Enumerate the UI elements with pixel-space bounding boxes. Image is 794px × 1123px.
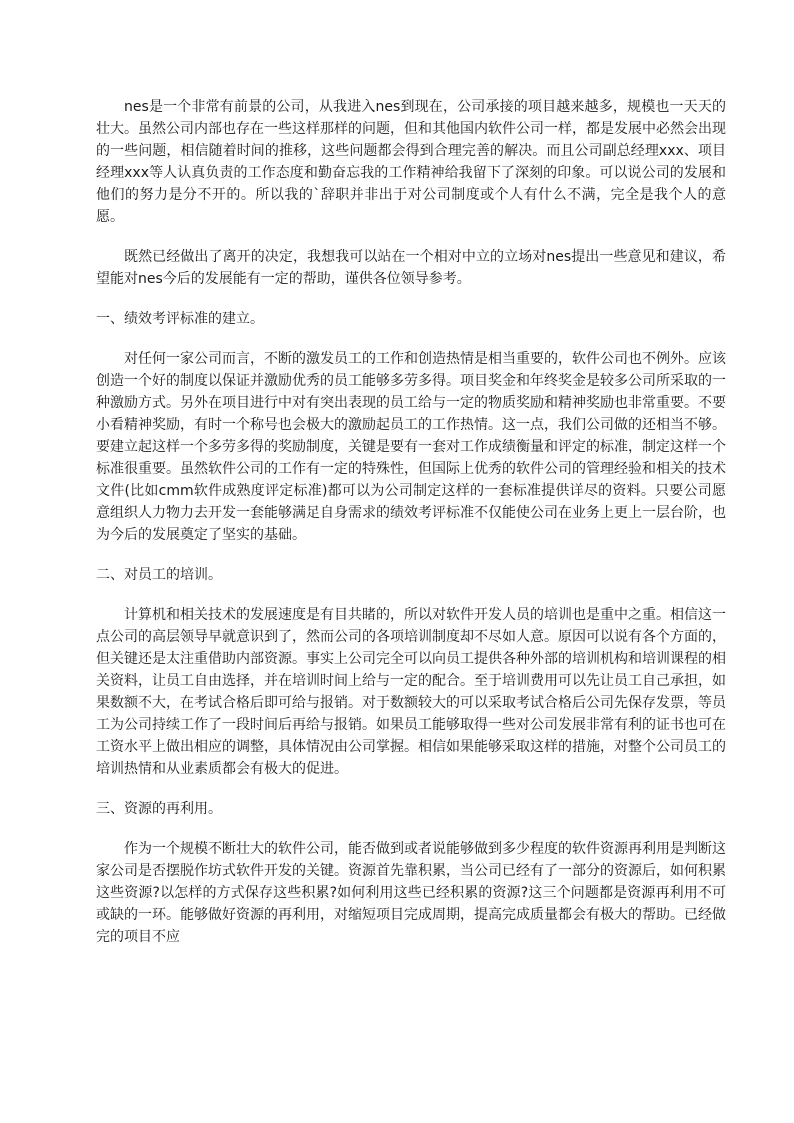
- paragraph-gap: [96, 228, 726, 246]
- paragraph-suggestions: 既然已经做出了离开的决定，我想我可以站在一个相对中立的立场对nes提出一些意见和建议，希望能对nes今后的发展能有一定的帮助，谨供各位领导参考。: [96, 249, 726, 287]
- paragraph-gap: [96, 290, 726, 308]
- paragraph-gap: [96, 820, 726, 838]
- section-heading-training: 二、对员工的培训。: [96, 567, 222, 583]
- paragraph-intro: nes是一个非常有前景的公司，从我进入nes到现在，公司承接的项目越来越多，规模也一天天的壮大。虽然公司内部也存在一些这样那样的问题，但和其他国内软件公司一样，都是发展中必然会出现的一些问题，相信随着时间的推移，这些问题都会得到合理完善的解决。而且公司副总经理xxx、项目经理xxx等人认真负责的工作态度和勤奋忘我的工作精神给我留下了深刻的印象。可以说公司的发展和他们的努力是分不开的。所以我的`辞职并非出于对公司制度或个人有什么不满，完全是我个人的意愿。: [96, 99, 726, 225]
- paragraph-performance: 对任何一家公司而言，不断的激发员工的工作和创造热情是相当重要的，软件公司也不例外。应该创造一个好的制度以保证并激励优秀的员工能够多劳多得。项目奖金和年终奖金是较多公司所采取的一种激励方式。另外在项目进行中对有突出表现的员工给与一定的物质奖励和精神奖励也非常重要。不要小看精神奖励，有时一个称号也会极大的激励起员工的工作热情。这一点，我们公司做的还相当不够。要建立起这样一个多劳多得的奖励制度，关键是要有一套对工作成绩衡量和评定的标准，制定这样一个标准很重要。虽然软件公司的工作有一定的特殊性，但国际上优秀的软件公司的管理经验和相关的技术文件(比如cmm软件成熟度评定标准)都可以为公司制定这样的一套标准提供详尽的资料。只要公司愿意组织人力物力去开发一套能够满足自身需求的绩效考评标准不仅能使公司在业务上更上一层台阶，也为今后的发展奠定了坚实的基础。: [96, 351, 726, 543]
- paragraph-resources: 作为一个规模不断壮大的软件公司，能否做到或者说能够做到多少程度的软件资源再利用是判断这家公司是否摆脱作坊式软件开发的关键。资源首先靠积累，当公司已经有了一部分的资源后，如何积累这些资源?以怎样的方式保存这些积累?如何利用这些已经积累的资源?这三个问题都是资源再利用不可或缺的一环。能够做好资源的再利用，对缩短项目完成周期，提高完成质量都会有极大的帮助。已经做完的项目不应: [96, 841, 726, 945]
- paragraph-training: 计算机和相关技术的发展速度是有目共睹的，所以对软件开发人员的培训也是重中之重。相信这一点公司的高层领导早就意识到了，然而公司的各项培训制度却不尽如人意。原因可以说有各个方面的，但关键还是太注重借助内部资源。事实上公司完全可以向员工提供各种外部的培训机构和培训课程的相关资料，让员工自由选择，并在培训时间上给与一定的配合。至于培训费用可以先让员工自己承担，如果数额不大，在考试合格后即可给与报销。对于数额较大的可以采取考试合格后公司先保存发票，等员工为公司持续工作了一段时间后再给与报销。如果员工能够取得一些对公司发展非常有利的证书也可在工资水平上做出相应的调整，具体情况由公司掌握。相信如果能够采取这样的措施，对整个公司员工的培训热情和从业素质都会有极大的促进。: [96, 607, 726, 777]
- paragraph-gap: [96, 780, 726, 798]
- section-heading-performance: 一、绩效考评标准的建立。: [96, 311, 264, 327]
- paragraph-gap: [96, 330, 726, 348]
- section-heading-resources: 三、资源的再利用。: [96, 801, 222, 817]
- document-page: [96, 96, 726, 948]
- paragraph-gap: [96, 586, 726, 604]
- paragraph-gap: [96, 546, 726, 564]
